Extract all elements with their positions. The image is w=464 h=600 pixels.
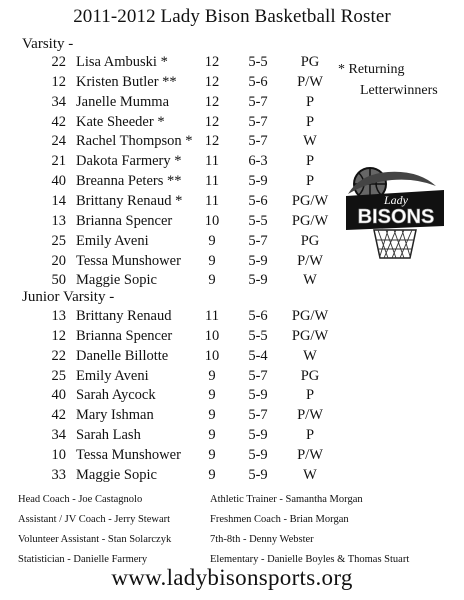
player-position: W [303, 133, 317, 150]
jersey-number: 12 [51, 73, 66, 90]
player-grade: 12 [204, 54, 220, 70]
jersey-number: 13 [51, 308, 66, 324]
player-position: P [305, 173, 315, 190]
player-position: P/W [297, 252, 323, 269]
player-grade: 9 [208, 446, 216, 463]
staff-right-column [210, 490, 409, 570]
player-name: Brianna Spencer [76, 327, 173, 344]
player-grade: 10 [204, 327, 220, 344]
jersey-number: 22 [51, 347, 66, 364]
website-url: www.ladybisonsports.org [111, 565, 353, 590]
player-height: 5-9 [248, 466, 268, 483]
player-height: 5-7 [248, 113, 268, 130]
player-position: P [305, 93, 315, 110]
jersey-number: 25 [51, 232, 66, 249]
player-height: 5-7 [248, 367, 268, 384]
jersey-number: 40 [51, 173, 66, 190]
player-height: 5-5 [248, 212, 268, 229]
legend-line-1: * Returning [338, 62, 405, 77]
player-name: Sarah Lash [76, 427, 141, 444]
player-grade: 10 [204, 347, 220, 364]
jersey-number: 21 [51, 153, 66, 170]
player-name: Kate Sheeder * [76, 113, 165, 130]
player-grade: 12 [204, 113, 220, 130]
jersey-number: 12 [51, 327, 66, 344]
player-position: PG [300, 232, 320, 249]
player-height: 5-6 [248, 73, 268, 90]
jersey-number: 10 [51, 446, 66, 463]
svg-text:BISONS: BISONS [357, 206, 435, 228]
player-grade: 9 [208, 272, 216, 289]
player-name: Brianna Spencer [76, 212, 173, 229]
player-name: Tessa Munshower [76, 446, 181, 463]
staff-entry: 7th-8th - Denny Webster [210, 534, 314, 545]
player-position: PG/W [291, 192, 329, 209]
player-position: W [303, 466, 317, 483]
staff-entry: Freshmen Coach - Brian Morgan [210, 514, 349, 525]
player-height: 5-7 [248, 133, 268, 150]
player-name: Sarah Aycock [76, 387, 156, 404]
jersey-number: 42 [51, 407, 66, 424]
player-height: 5-6 [248, 308, 268, 324]
jv-label: Junior Varsity - [22, 289, 115, 305]
player-position: P [305, 113, 315, 130]
player-height: 5-9 [248, 252, 268, 269]
player-grade: 12 [204, 133, 220, 150]
player-position: PG [300, 367, 320, 384]
player-grade: 9 [208, 252, 216, 269]
player-position: P/W [297, 446, 323, 463]
varsity-label: Varsity - [22, 36, 74, 52]
player-position: P [305, 387, 315, 404]
staff-entry: Volunteer Assistant - Stan Solarczyk [18, 534, 172, 545]
player-position: PG/W [291, 308, 329, 324]
player-name: Danelle Billotte [76, 347, 169, 364]
jersey-number: 22 [51, 54, 66, 70]
player-height: 5-7 [248, 93, 268, 110]
jersey-number: 25 [51, 367, 66, 384]
player-grade: 9 [208, 427, 216, 444]
jersey-number: 14 [51, 192, 66, 209]
player-name: Dakota Farmery * [76, 153, 182, 170]
player-grade: 9 [208, 367, 216, 384]
player-height: 5-6 [248, 192, 268, 209]
player-grade: 9 [208, 407, 216, 424]
player-grade: 11 [205, 153, 219, 170]
staff-entry: Athletic Trainer - Samantha Morgan [210, 494, 363, 505]
player-name: Mary Ishman [76, 407, 154, 424]
jersey-number: 24 [51, 133, 66, 150]
player-height: 5-9 [248, 446, 268, 463]
player-height: 5-5 [248, 54, 268, 70]
lady-bisons-logo [340, 160, 450, 260]
player-position: PG/W [291, 212, 329, 229]
player-position: P/W [297, 407, 323, 424]
player-grade: 12 [204, 93, 220, 110]
player-name: Lisa Ambuski * [76, 54, 168, 70]
player-position: PG/W [291, 327, 329, 344]
player-height: 5-5 [248, 327, 268, 344]
jersey-number: 34 [51, 93, 66, 110]
player-name: Rachel Thompson * [76, 133, 193, 150]
player-grade: 12 [204, 73, 220, 90]
player-grade: 9 [208, 387, 216, 404]
player-position: P/W [297, 73, 323, 90]
player-name: Tessa Munshower [76, 252, 181, 269]
player-height: 5-9 [248, 387, 268, 404]
player-height: 5-9 [248, 272, 268, 289]
player-position: PG [300, 54, 320, 70]
jersey-number: 20 [51, 252, 66, 269]
player-name: Emily Aveni [76, 367, 149, 384]
player-height: 5-9 [248, 173, 268, 190]
player-name: Maggie Sopic [76, 272, 157, 289]
player-name: Maggie Sopic [76, 466, 157, 483]
player-position: W [303, 272, 317, 289]
legend [338, 59, 438, 101]
svg-text:Lady: Lady [384, 193, 408, 207]
player-position: P [305, 427, 315, 444]
jersey-number: 42 [51, 113, 66, 130]
legend-line-2: Letterwinners [360, 83, 438, 98]
player-grade: 10 [204, 212, 220, 229]
staff-left-column [18, 490, 171, 570]
staff-entry: Statistician - Danielle Farmery [18, 554, 148, 565]
staff-entry: Elementary - Danielle Boyles & Thomas Stuart [210, 554, 410, 565]
player-height: 5-7 [248, 407, 268, 424]
player-name: Brittany Renaud [76, 308, 172, 324]
staff-entry: Assistant / JV Coach - Jerry Stewart [18, 514, 171, 525]
page-title: 2011-2012 Lady Bison Basketball Roster [73, 6, 391, 27]
player-name: Breanna Peters ** [76, 173, 182, 190]
jersey-number: 34 [51, 427, 66, 444]
jersey-number: 50 [51, 272, 66, 289]
player-height: 6-3 [248, 153, 268, 170]
player-height: 5-9 [248, 427, 268, 444]
player-grade: 11 [205, 192, 219, 209]
player-height: 5-7 [248, 232, 268, 249]
player-name: Kristen Butler ** [76, 73, 177, 90]
player-grade: 11 [205, 173, 219, 190]
player-grade: 9 [208, 232, 216, 249]
jersey-number: 33 [51, 466, 66, 483]
player-height: 5-4 [248, 347, 268, 364]
staff-entry: Head Coach - Joe Castagnolo [18, 494, 143, 505]
player-name: Emily Aveni [76, 232, 149, 249]
player-grade: 11 [205, 308, 219, 324]
jersey-number: 40 [51, 387, 66, 404]
player-position: W [303, 347, 317, 364]
player-grade: 9 [208, 466, 216, 483]
player-position: P [305, 153, 315, 170]
player-name: Brittany Renaud * [76, 192, 183, 209]
jersey-number: 13 [51, 212, 66, 229]
player-name: Janelle Mumma [76, 93, 170, 110]
